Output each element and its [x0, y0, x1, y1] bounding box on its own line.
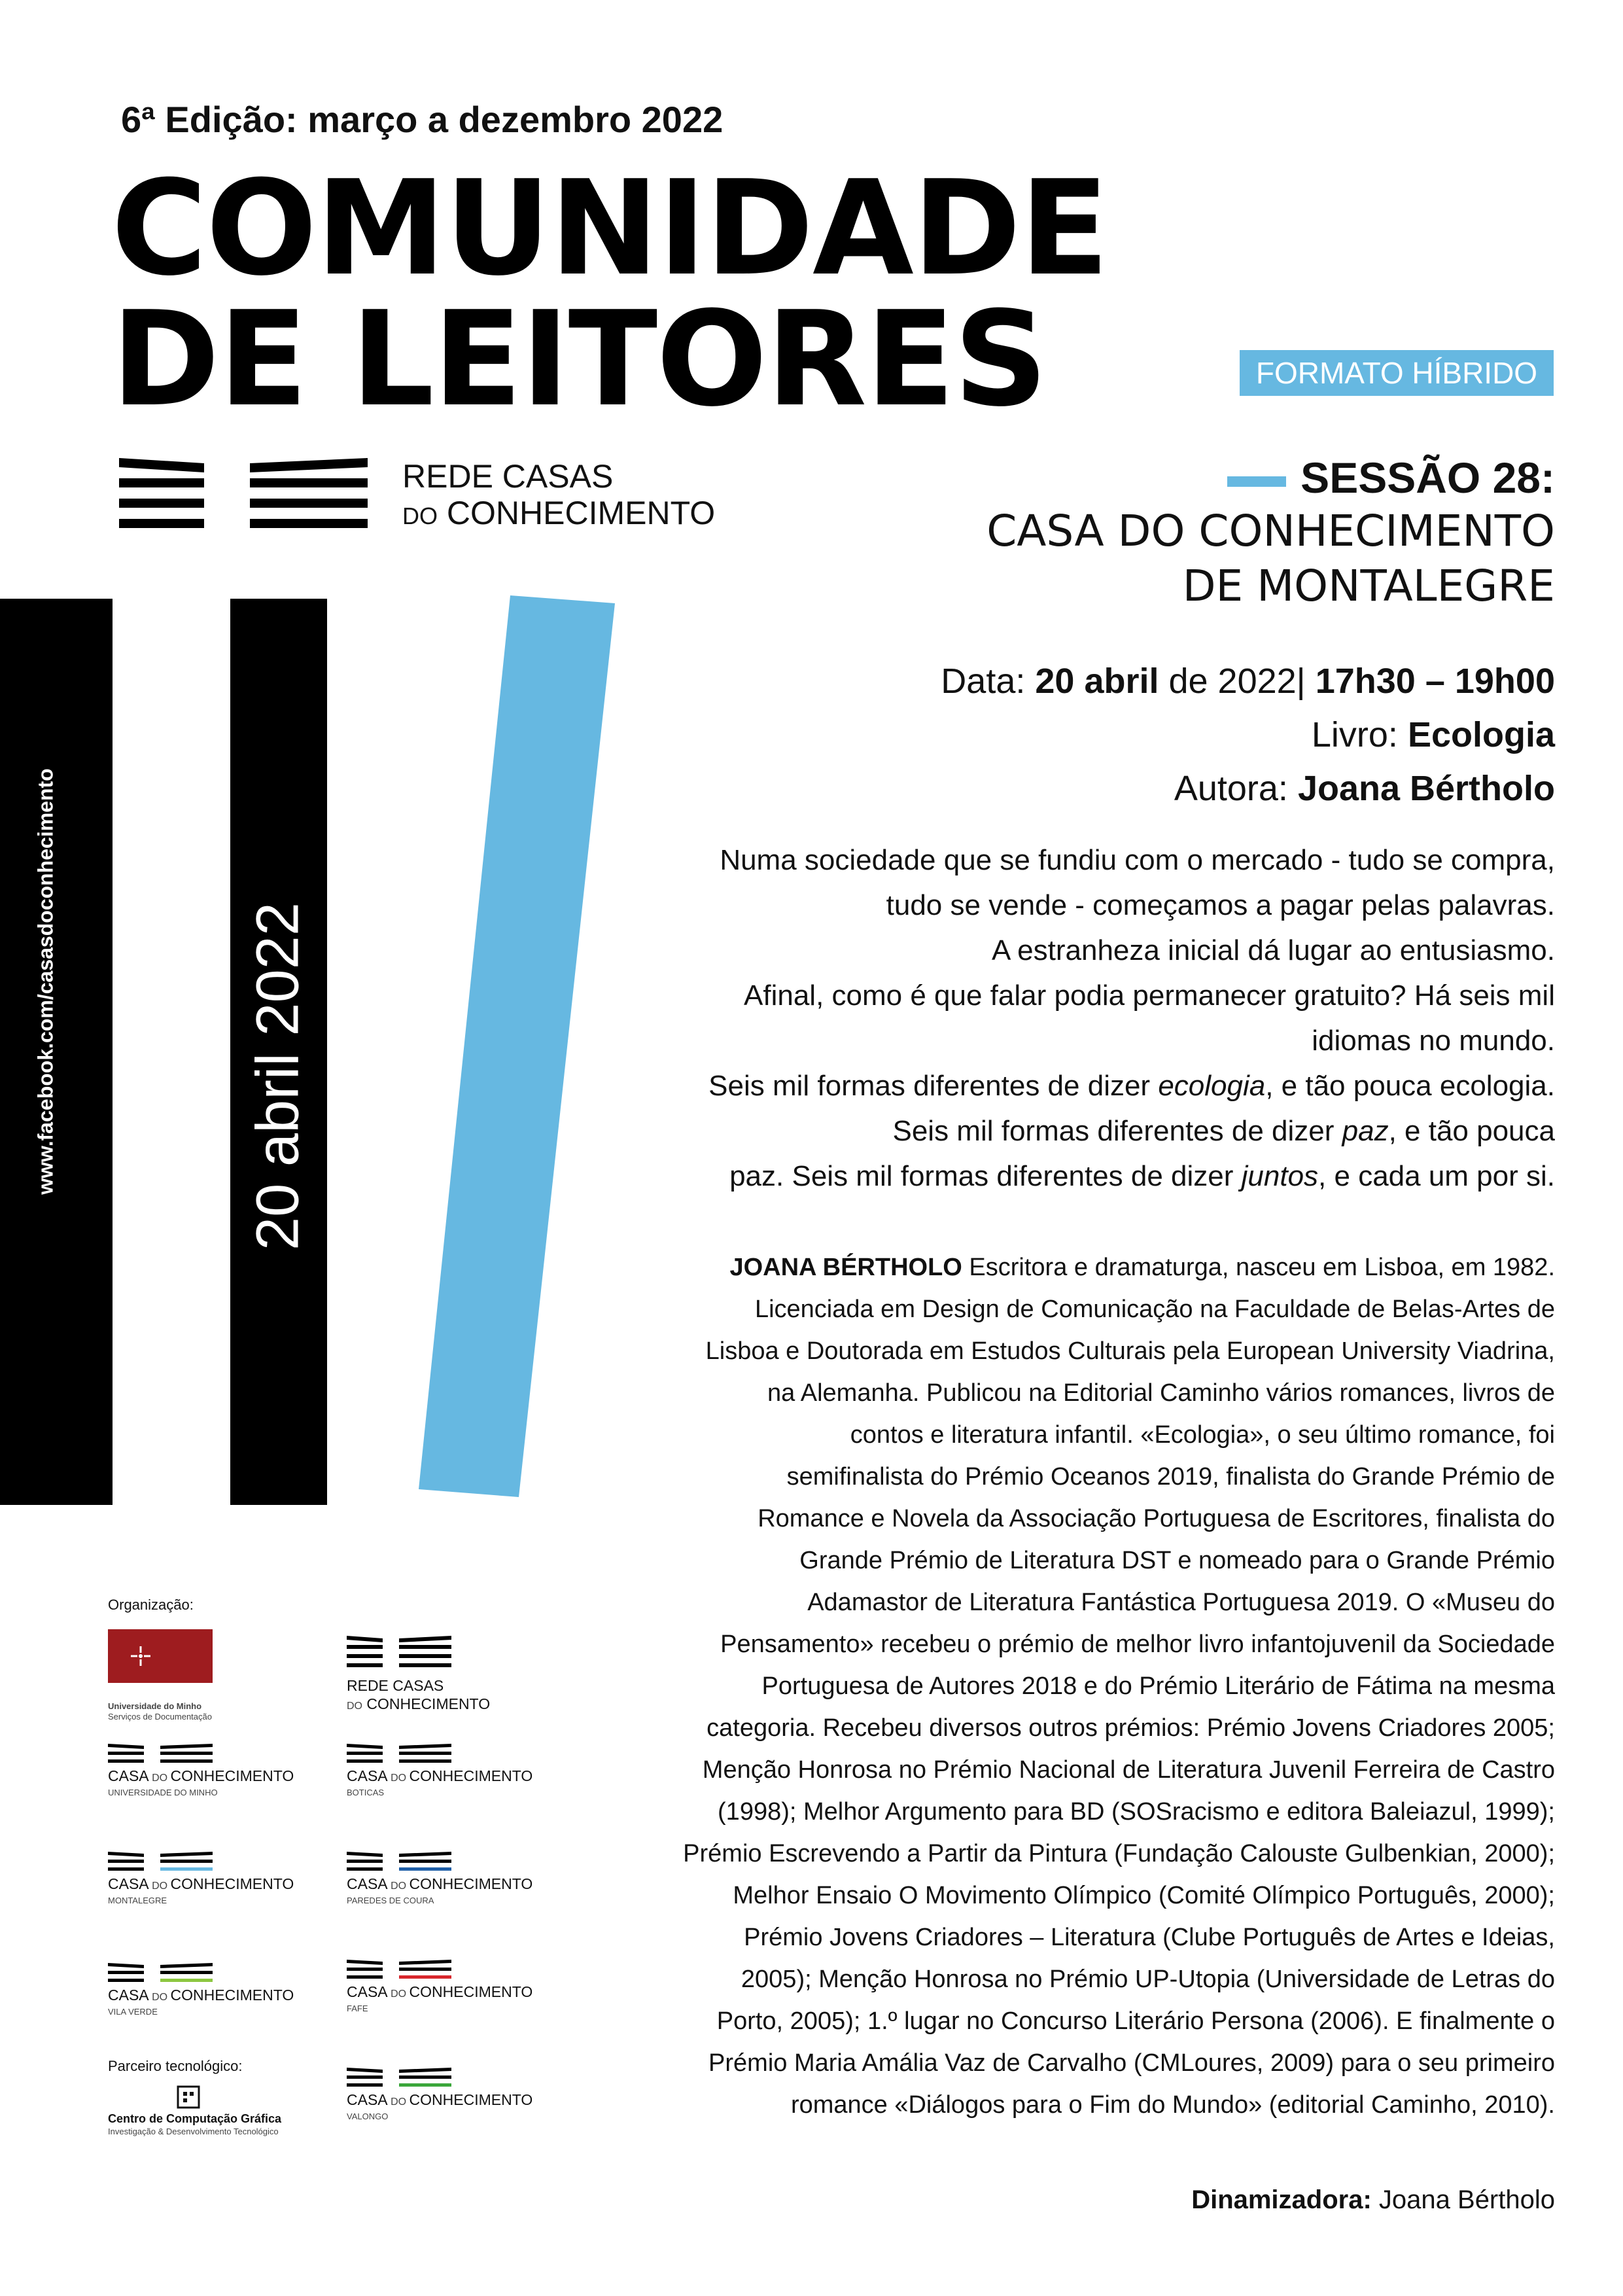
rede-casas-small-logo-icon: [347, 1636, 451, 1669]
logo-line-1: REDE CASAS: [402, 458, 614, 495]
synopsis-line: Afinal, como é que falar podia permanecer gratuito? Há seis mil: [744, 980, 1555, 1012]
bio-line: Lisboa e Doutorada em Estudos Culturais pela European University Viadrina,: [705, 1337, 1555, 1365]
bio-line: Melhor Ensaio O Movimento Olímpico (Comité Olímpico Português, 2000);: [733, 1882, 1555, 1909]
house-logo: CASA DO CONHECIMENTO MONTALEGRE: [108, 1852, 294, 1905]
ccg-sub: Investigação & Desenvolvimento Tecnológico: [108, 2127, 279, 2136]
bio-line: Prémio Escrevendo a Partir da Pintura (Fundação Calouste Gulbenkian, 2000);: [683, 1840, 1555, 1867]
bio-line: Porto, 2005); 1.º lugar no Concurso Literário Persona (2006). E finalmente o: [716, 2007, 1555, 2035]
bio-line: contos e literatura infantil. «Ecologia», o seu último romance, foi: [850, 1421, 1555, 1449]
house-logo-icon: [347, 1960, 451, 1979]
house-logo-icon: [108, 1744, 213, 1763]
bio-line: Portuguesa de Autores 2018 e do Prémio Literário de Fátima na mesma: [761, 1672, 1555, 1700]
bio-line: romance «Diálogos para o Fim do Mundo» (editorial Caminho, 2010).: [790, 2091, 1555, 2119]
universidade-minho-logo: [108, 1629, 213, 1683]
vertical-date: 20 abril 2022: [244, 902, 311, 1250]
dinamizadora: Dinamizadora: Joana Bértholo: [1191, 2185, 1555, 2214]
session-info: [941, 654, 1555, 815]
synopsis-line: A estranheza inicial dá lugar ao entusiasmo.: [992, 934, 1555, 966]
author-bio: [626, 1246, 1555, 2126]
venue-line-1: CASA DO CONHECIMENTO: [986, 506, 1555, 556]
house-logo: CASA DO CONHECIMENTO VALONGO: [347, 2068, 532, 2121]
synopsis-line: idiomas no mundo.: [1312, 1025, 1555, 1057]
facebook-url[interactable]: www.facebook.com/casasdoconhecimento: [33, 768, 58, 1195]
book-row: Livro: Ecologia: [1311, 715, 1555, 754]
bio-line: Romance e Novela da Associação Portuguesa de Escritores, finalista do: [758, 1505, 1555, 1532]
house-logo: CASA DO CONHECIMENTO BOTICAS: [347, 1744, 532, 1797]
venue-line-2: DE MONTALEGRE: [1182, 561, 1555, 611]
bio-line: na Alemanha. Publicou na Editorial Caminho vários romances, livros de: [767, 1379, 1555, 1407]
house-logo-icon: [347, 2068, 451, 2087]
bio-line: 2005); Menção Honrosa no Prémio UP-Utopia (Universidade de Letras do: [741, 1966, 1555, 1993]
synopsis-line: tudo se vende - começamos a pagar pelas palavras.: [886, 889, 1555, 921]
um-emblem-icon: [108, 1629, 213, 1683]
bio-line: Menção Honrosa no Prémio Nacional de Literatura Juvenil Ferreira de Castro: [702, 1756, 1555, 1784]
title-line-2: DE LEITORES: [111, 283, 1047, 436]
synopsis-line: Seis mil formas diferentes de dizer paz, e tão pouca: [892, 1115, 1555, 1147]
bio-line: Prémio Maria Amália Vaz de Carvalho (CMLoures, 2009) para o seu primeiro: [708, 2049, 1555, 2077]
organization-label: Organização:: [108, 1597, 194, 1613]
bio-line: Pensamento» recebeu o prémio de melhor livro infantojuvenil da Sociedade: [720, 1631, 1555, 1658]
format-badge: FORMATO HÍBRIDO: [1240, 350, 1554, 396]
page-title: [111, 152, 1108, 436]
book-synopsis: [626, 838, 1555, 1199]
house-logo-icon: [347, 1852, 451, 1871]
bio-line: Licenciada em Design de Comunicação na Faculdade de Belas-Artes de: [754, 1296, 1555, 1323]
ccg-logo-icon: [175, 2084, 201, 2110]
rede-casas-small-caption: REDE CASAS DO CONHECIMENTO: [347, 1677, 491, 1712]
synopsis-line: Numa sociedade que se fundiu com o mercado - tudo se compra,: [720, 844, 1555, 876]
um-name: Universidade do Minho: [108, 1701, 202, 1711]
house-logo: CASA DO CONHECIMENTO VILA VERDE: [108, 1963, 294, 2017]
um-sub: Serviços de Documentação: [108, 1712, 212, 1722]
bio-line: categoria. Recebeu diversos outros prémios: Prémio Jovens Criadores 2005;: [707, 1714, 1555, 1742]
accent-dash: [1227, 476, 1286, 487]
session-heading: [986, 451, 1555, 614]
title-line-1: COMUNIDADE: [111, 152, 1108, 305]
house-logo-icon: [108, 1963, 213, 1983]
bio-line: Adamastor de Literatura Fantástica Portuguesa 2019. O «Museu do: [807, 1589, 1555, 1616]
partner-label: Parceiro tecnológico:: [108, 2058, 243, 2074]
house-logo: CASA DO CONHECIMENTO UNIVERSIDADE DO MINHO: [108, 1744, 294, 1797]
bio-line: Prémio Jovens Criadores – Literatura (Clube Português de Artes e Ideias,: [744, 1924, 1555, 1951]
bio-line: Grande Prémio de Literatura DST e nomeado para o Grande Prémio: [799, 1547, 1555, 1574]
synopsis-line: paz. Seis mil formas diferentes de dizer juntos, e cada um por si.: [729, 1160, 1555, 1192]
bio-author-name: JOANA BÉRTHOLO: [729, 1254, 962, 1281]
house-logo-icon: [347, 1744, 451, 1763]
edition-dates: 6ª Edição: março a dezembro 2022: [121, 99, 724, 140]
logo-line-2: DO CONHECIMENTO: [402, 495, 716, 531]
house-logo: CASA DO CONHECIMENTO FAFE: [347, 1960, 532, 2013]
author-row: Autora: Joana Bértholo: [1174, 769, 1555, 808]
session-number: SESSÃO 28:: [986, 451, 1555, 504]
bio-line: JOANA BÉRTHOLO Escritora e dramaturga, nasceu em Lisboa, em 1982.: [729, 1254, 1555, 1281]
date-row: Data: 20 abril de 2022| 17h30 – 19h00: [941, 662, 1555, 701]
rede-casas-logo-text: [402, 458, 715, 535]
rede-casas-logo-icon: [119, 458, 368, 530]
synopsis-line: Seis mil formas diferentes de dizer ecologia, e tão pouca ecologia.: [708, 1070, 1555, 1102]
ccg-name: Centro de Computação Gráfica: [108, 2112, 282, 2125]
bio-line: semifinalista do Prémio Oceanos 2019, finalista do Grande Prémio de: [786, 1463, 1555, 1491]
house-logo-icon: [108, 1852, 213, 1871]
blue-slanted-bar: [412, 595, 615, 1505]
bio-line: (1998); Melhor Argumento para BD (SOSracismo e editora Baleiazul, 1999);: [718, 1798, 1555, 1826]
house-logo: CASA DO CONHECIMENTO PAREDES DE COURA: [347, 1852, 532, 1905]
